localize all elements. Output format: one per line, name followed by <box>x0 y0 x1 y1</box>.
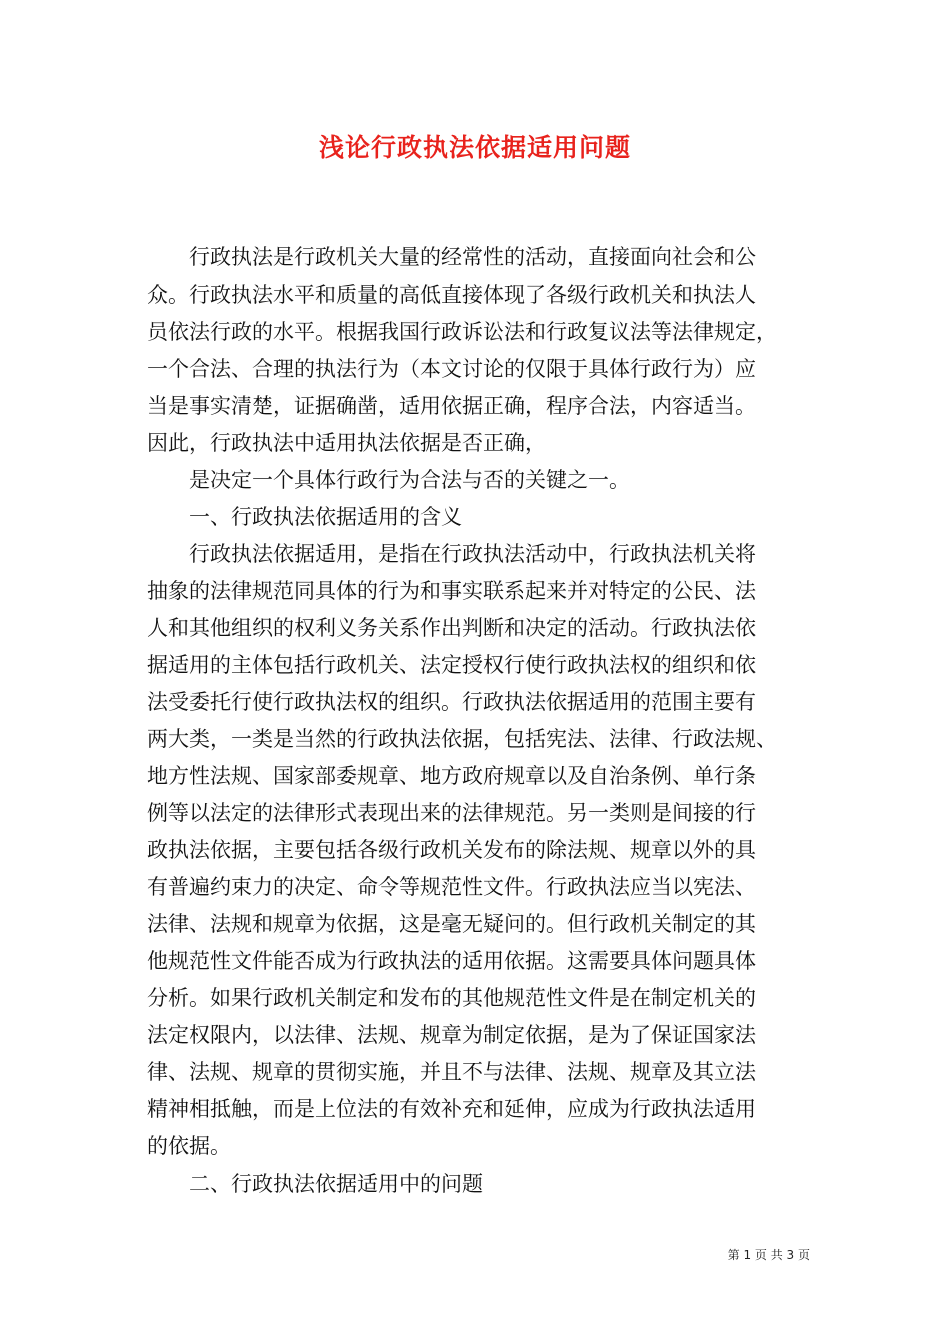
body-line: 众。行政执法水平和质量的高低直接体现了各级行政机关和执法人 <box>147 283 756 307</box>
section-heading: 一、行政执法依据适用的含义 <box>147 505 462 529</box>
body-line: 法律、法规和规章为依据，这是毫无疑问的。但行政机关制定的其 <box>147 912 756 936</box>
body-line: 是决定一个具体行政行为合法与否的关键之一。 <box>147 468 630 492</box>
body-line: 他规范性文件能否成为行政执法的适用依据。这需要具体问题具体 <box>147 949 756 973</box>
body-line: 法受委托行使行政执法权的组织。行政执法依据适用的范围主要有 <box>147 690 756 714</box>
body-line: 法定权限内，以法律、法规、规章为制定依据，是为了保证国家法 <box>147 1023 756 1047</box>
body-line: 员依法行政的水平。根据我国行政诉讼法和行政复议法等法律规定， <box>147 320 777 344</box>
body-line: 抽象的法律规范同具体的行为和事实联系起来并对特定的公民、法 <box>147 579 756 603</box>
body-line: 精神相抵触，而是上位法的有效补充和延伸，应成为行政执法适用 <box>147 1097 756 1121</box>
page-number: 第 1 页 共 3 页 <box>727 1248 810 1262</box>
body-line: 两大类，一类是当然的行政执法依据，包括宪法、法律、行政法规、 <box>147 727 777 751</box>
body-line: 行政执法是行政机关大量的经常性的活动，直接面向社会和公 <box>147 245 756 269</box>
body-line: 当是事实清楚，证据确凿，适用依据正确，程序合法，内容适当。 <box>147 394 756 418</box>
body-line: 例等以法定的法律形式表现出来的法律规范。另一类则是间接的行 <box>147 801 756 825</box>
section-heading: 二、行政执法依据适用中的问题 <box>147 1172 483 1196</box>
body-line: 的依据。 <box>147 1134 231 1158</box>
body-line: 分析。如果行政机关制定和发布的其他规范性文件是在制定机关的 <box>147 986 756 1010</box>
body-line: 因此，行政执法中适用执法依据是否正确， <box>147 431 546 455</box>
body-line: 人和其他组织的权利义务关系作出判断和决定的活动。行政执法依 <box>147 616 756 640</box>
body-line: 律、法规、规章的贯彻实施，并且不与法律、法规、规章及其立法 <box>147 1060 756 1084</box>
body-line: 地方性法规、国家部委规章、地方政府规章以及自治条例、单行条 <box>147 764 756 788</box>
body-line: 政执法依据，主要包括各级行政机关发布的除法规、规章以外的具 <box>147 838 756 862</box>
document-title: 浅论行政执法依据适用问题 <box>318 133 631 162</box>
body-line: 一个合法、合理的执法行为（本文讨论的仅限于具体行政行为）应 <box>147 357 756 381</box>
body-line: 有普遍约束力的决定、命令等规范性文件。行政执法应当以宪法、 <box>147 875 756 899</box>
body-line: 据适用的主体包括行政机关、法定授权行使行政执法权的组织和依 <box>147 653 756 677</box>
body-line: 行政执法依据适用，是指在行政执法活动中，行政执法机关将 <box>147 542 756 566</box>
